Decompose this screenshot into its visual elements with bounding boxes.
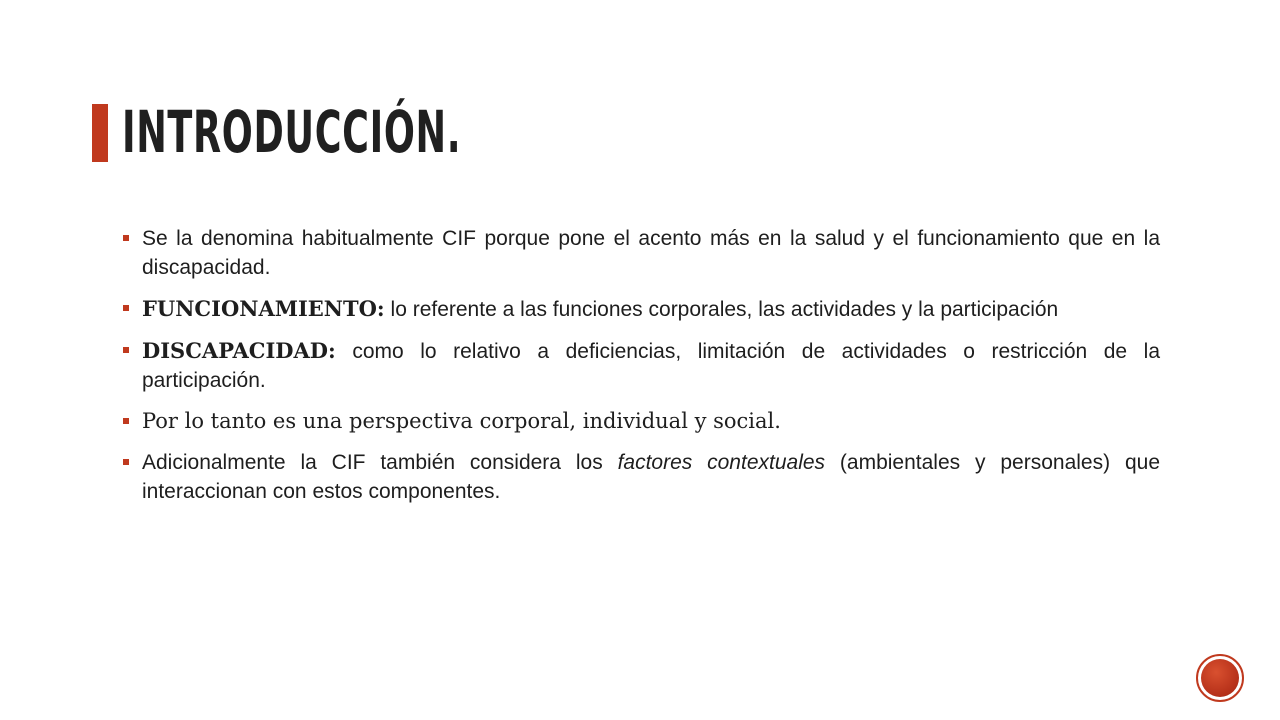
bullet-text: Por lo tanto es una perspectiva corporal, individual y social.: [142, 409, 781, 433]
bullet-item: [120, 224, 1160, 282]
square-bullet-icon: [123, 235, 129, 241]
bullet-item: [120, 448, 1160, 506]
square-bullet-icon: [123, 347, 129, 353]
square-bullet-icon: [123, 305, 129, 311]
bullet-item: [120, 407, 1160, 436]
title-accent-bar: [92, 104, 108, 162]
bullet-list: [120, 224, 1160, 518]
red-circle-badge-icon: [1196, 654, 1244, 702]
badge-fill: [1201, 659, 1239, 697]
bullet-text: lo referente a las funciones corporales, las actividades y la participación: [384, 298, 1059, 321]
slide-title: INTRODUCCIÓN.: [122, 98, 462, 166]
bullet-item: [120, 294, 1160, 324]
bullet-term: DISCAPACIDAD:: [142, 338, 336, 363]
bullet-text: como lo relativo a deficiencias, limitación de actividades o restricción de la participación.: [142, 340, 1160, 392]
bullet-text: Adicionalmente la CIF también considera los: [142, 451, 618, 474]
bullet-term: FUNCIONAMIENTO:: [142, 296, 385, 321]
bullet-item: [120, 336, 1160, 395]
square-bullet-icon: [123, 418, 129, 424]
bullet-text: Se la denomina habitualmente CIF porque pone el acento más en la salud y el funcionamiento que en la discapacidad.: [142, 227, 1160, 279]
bullet-emphasis: factores contextuales: [617, 451, 826, 474]
bullet-text: (ambientales y personales) que interaccionan con estos componentes.: [142, 451, 1160, 503]
square-bullet-icon: [123, 459, 129, 465]
